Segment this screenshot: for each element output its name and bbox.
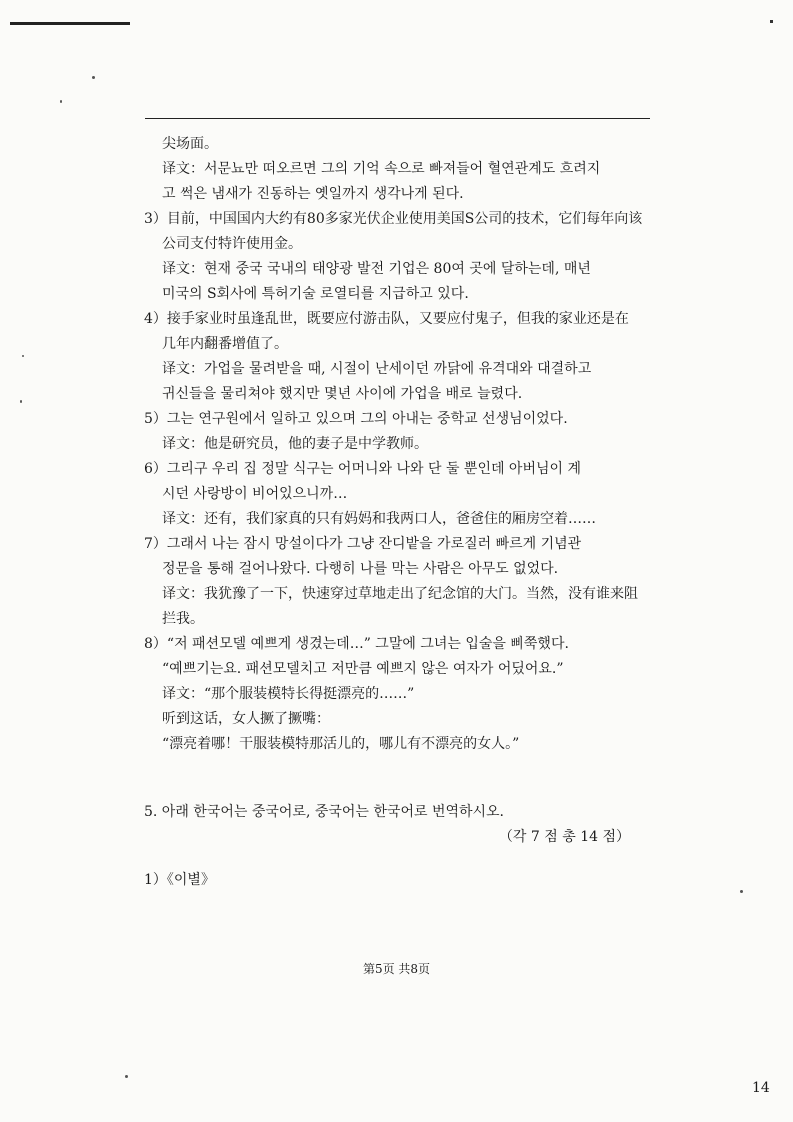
scan-speck xyxy=(740,890,743,893)
scan-speck xyxy=(92,76,95,79)
scan-speck xyxy=(22,355,24,357)
text-line: 고 썩은 냄새가 진동하는 옛일까지 생각나게 된다. xyxy=(162,186,464,202)
document-body xyxy=(140,132,660,893)
text-line: 6）그리구 우리 집 정말 식구는 어머니와 나와 단 둘 뿐인데 아버님이 계 xyxy=(144,461,582,477)
text-line: 译文：서문뇨만 떠오르면 그의 기억 속으로 빠져들어 혈연관계도 흐려지 xyxy=(162,161,601,177)
scan-speck xyxy=(125,1075,128,1078)
text-line: 译文：我犹豫了一下，快速穿过草地走出了纪念馆的大门。当然，没有谁来阻 xyxy=(162,586,638,602)
text-line: 译文：가업을 물려받을 때, 시절이 난세이던 까닭에 유격대와 대결하고 xyxy=(162,361,592,377)
section-item: 1）《이별》 xyxy=(144,872,215,888)
text-line: 尖场面。 xyxy=(162,136,218,152)
scan-edge-mark xyxy=(10,22,130,25)
text-line: 7）그래서 나는 잠시 망설이다가 그냥 잔디밭을 가로질러 빠르게 기념관 xyxy=(144,536,582,552)
text-line: 8）“저 패션모델 예쁘게 생겼는데…” 그말에 그녀는 입술을 삐쭉했다. xyxy=(144,636,569,652)
text-line: 3）目前，中国国内大约有80多家光伏企业使用美国S公司的技术，它们每年向该 xyxy=(144,211,643,227)
page-number: 14 xyxy=(752,1080,770,1096)
scan-speck xyxy=(60,100,62,103)
text-line: 译文：“那个服装模特长得挺漂亮的……” xyxy=(162,686,415,702)
page-footer: 第5页 共8页 xyxy=(362,962,431,976)
scan-dot xyxy=(770,20,773,23)
text-line: 5）그는 연구원에서 일하고 있으며 그의 아내는 중학교 선생님이었다. xyxy=(144,411,568,427)
text-line: 译文：还有，我们家真的只有妈妈和我两口人，爸爸住的厢房空着…… xyxy=(162,511,596,527)
text-line: 公司支付特许使用金。 xyxy=(162,236,302,252)
text-line: 译文：현재 중국 국내의 태양광 발전 기업은 80여 곳에 달하는데, 매년 xyxy=(162,261,591,277)
text-line: “예쁘기는요. 패션모델치고 저만큼 예쁘지 않은 여자가 어딨어요.” xyxy=(162,661,564,677)
scan-speck xyxy=(20,400,22,403)
text-line: 정문을 통해 걸어나왔다. 다행히 나를 막는 사람은 아무도 없었다. xyxy=(162,561,559,577)
text-line: 听到这话，女人撅了撅嘴： xyxy=(162,711,330,727)
section-heading: 5. 아래 한국어는 중국어로, 중국어는 한국어로 번역하시오. xyxy=(144,804,505,820)
text-line: 귀신들을 물리쳐야 했지만 몇년 사이에 가업을 배로 늘렸다. xyxy=(162,386,523,402)
text-line: 拦我。 xyxy=(162,611,204,627)
text-line: 미국의 S회사에 특허기술 로열티를 지급하고 있다. xyxy=(162,286,469,302)
text-line: 시던 사랑방이 비어있으니까… xyxy=(162,486,348,502)
text-line: 4）接手家业时虽逢乱世，既要应付游击队，又要应付鬼子，但我的家业还是在 xyxy=(144,311,629,327)
text-line: 几年内翻番增值了。 xyxy=(162,336,288,352)
header-rule xyxy=(145,118,650,119)
text-line: “漂亮着哪！干服装模特那活儿的，哪儿有不漂亮的女人。” xyxy=(162,736,520,752)
text-line: 译文：他是研究员，他的妻子是中学教师。 xyxy=(162,436,428,452)
section-score: （각 7 점 총 14 점） xyxy=(498,829,630,845)
